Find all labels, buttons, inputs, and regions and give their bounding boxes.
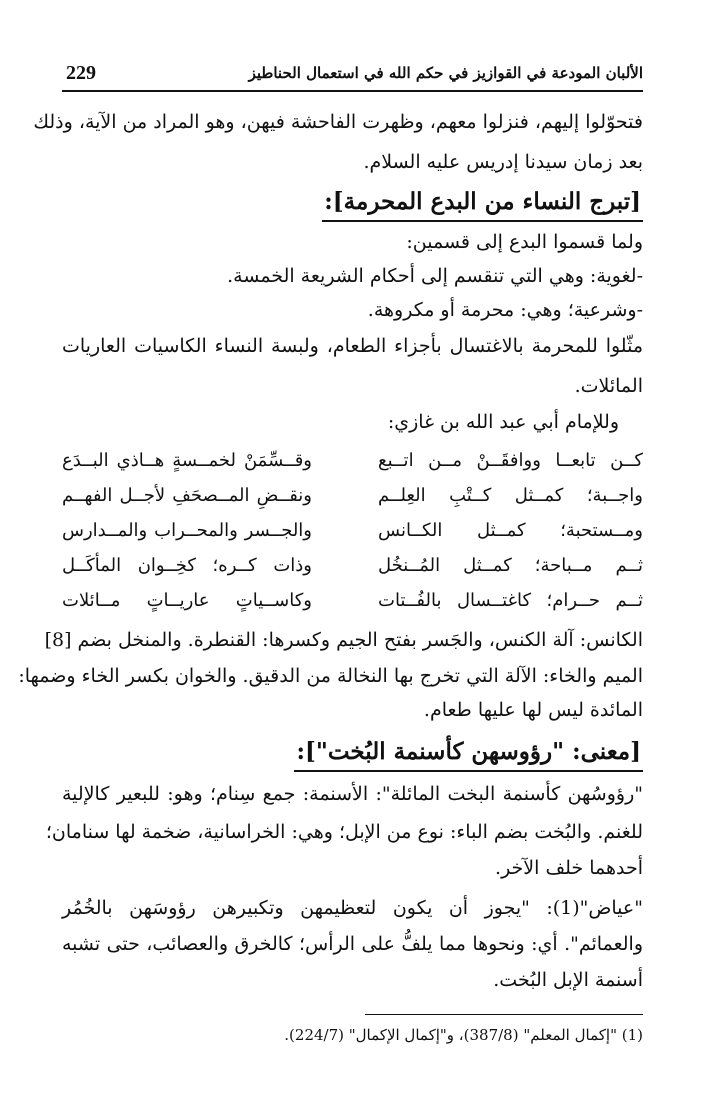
poem-verse-left: ونقــضِ المــصحَفِ لأجــل الفهــم bbox=[62, 485, 312, 506]
body-line: للغنم. والبُخت بضم الباء: نوع من الإبل؛ وهي: الخراسانية، ضخمة لها سنامان؛ bbox=[45, 821, 643, 843]
footnote: (1) "إكمال المعلم" (387/8)، و"إكمال الإكمال" (224/7). bbox=[284, 1026, 643, 1044]
body-line: فتحوّلوا إليهم، فنزلوا معهم، وظهرت الفاحشة فيهن، وهو المراد من الآية، وذلك bbox=[33, 111, 643, 133]
body-line: مثّلوا للمحرمة بالاغتسال بأجزاء الطعام، ولبسة النساء الكاسيات العاريات bbox=[62, 335, 643, 357]
poem-verse-right: كــن تابعــا ووافقَــنْ مــن اتــبع bbox=[378, 450, 643, 471]
body-line: -وشرعية؛ وهي: محرمة أو مكروهة. bbox=[367, 299, 643, 321]
body-line: -لغوية: وهي التي تنقسم إلى أحكام الشريعة الخمسة. bbox=[227, 265, 643, 287]
poem-verse-right: ومــستحبة؛ كمــثل الكــانس bbox=[378, 520, 643, 541]
page-header bbox=[62, 50, 643, 92]
body-line: أسنمة الإبل البُخت. bbox=[493, 969, 643, 991]
body-line: أحدهما خلف الآخر. bbox=[495, 857, 643, 879]
section-heading: [تبرج النساء من البدع المحرمة]: bbox=[322, 186, 643, 222]
body-line: "عياض"(1): "يجوز أن يكون لتعظيمهن وتكبيرهن رؤوسَهن بالخُمُر bbox=[62, 897, 643, 919]
poem-verse-left: وقــسِّمَنْ لخمــسةٍ هــاذي البــدَع bbox=[62, 450, 312, 471]
body-line: ولما قسموا البدع إلى قسمين: bbox=[406, 231, 643, 253]
poem-verse-right: واجــبة؛ كمــثل كــتْبِ العِلــم bbox=[378, 485, 643, 506]
note-line: الميم والخاء: الآلة التي تخرج بها النخالة من الدقيق. والخوان بكسر الخاء وضمها: bbox=[18, 665, 643, 687]
body-line: المائلات. bbox=[574, 375, 643, 397]
footnote-divider bbox=[365, 1014, 643, 1015]
body-line: وللإمام أبي عبد الله بن غازي: bbox=[387, 411, 619, 433]
body-line: بعد زمان سيدنا إدريس عليه السلام. bbox=[363, 151, 643, 173]
poem-verse-right: ثــم حــرام؛ كاغتــسال بالفُــتات bbox=[378, 590, 643, 611]
body-line: والعمائم". أي: ونحوها مما يلفُّ على الرأس؛ كالخرق والعصائب، حتى تشبه bbox=[62, 933, 643, 955]
poem-verse-left: والجــسر والمحــراب والمــدارس bbox=[62, 520, 312, 541]
poem-verse-right: ثــم مــباحة؛ كمــثل المُــنخُل bbox=[378, 555, 643, 576]
note-line: الكانس: آلة الكنس، والجَسر بفتح الجيم وكسرها: القنطرة. والمنخل بضم [8] bbox=[44, 629, 643, 651]
section-heading: [معنى: "رؤوسهن كأسنمة البُخت"]: bbox=[294, 736, 643, 772]
note-line: المائدة ليس لها عليها طعام. bbox=[423, 699, 643, 721]
poem-verse-left: وذات كــره؛ كخِــوان المأكَــل bbox=[62, 555, 312, 576]
body-line: "رؤوسُهن كأسنمة البخت المائلة": الأسنمة: جمع سِنام؛ وهو: للبعير كالإلية bbox=[62, 783, 643, 805]
running-title: الألبان المودعة في القوازيز في حكم الله في استعمال الحناطيز bbox=[248, 64, 643, 82]
poem-verse-left: وكاســياتٍ عاريــاتٍ مــائلات bbox=[62, 590, 312, 611]
page-number: 229 bbox=[66, 62, 96, 84]
